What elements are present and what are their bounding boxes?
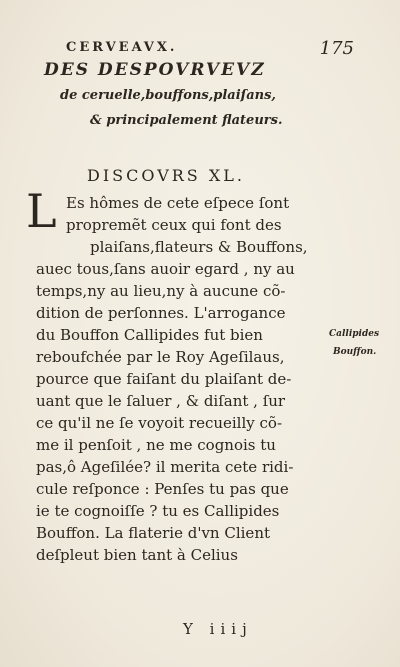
text-line: deſpleut bien tant à Celius bbox=[36, 546, 238, 564]
text-line: me il penſoit , ne me cognois tu bbox=[36, 436, 276, 454]
signature-mark: Y iiij bbox=[183, 620, 253, 638]
text-line: pas,ô Ageſilée? il merita cete ridi- bbox=[36, 458, 294, 476]
text-line: ie te cognoiſſe ? tu es Callipides bbox=[36, 502, 280, 520]
section-title: DES DESPOVRVEVZ bbox=[44, 60, 266, 80]
text-line: Es hômes de cete eſpece ſont bbox=[66, 194, 290, 212]
text-line: reboufchée par le Roy Ageſilaus, bbox=[36, 348, 285, 366]
text-line: pource que faiſant du plaiſant de- bbox=[36, 370, 292, 388]
section-subtitle-line-2: & principalement flateurs. bbox=[90, 113, 283, 128]
margin-note-callipides: Callipides bbox=[329, 329, 380, 339]
text-line: temps,ny au lieu,ny à aucune cõ- bbox=[36, 282, 286, 300]
text-line: ce qu'il ne ſe voyoit recueilly cõ- bbox=[36, 414, 283, 432]
text-line: auec tous,ſans auoir egard , ny au bbox=[36, 260, 295, 278]
running-head: CERVEAVX. bbox=[66, 40, 178, 55]
text-line: propremẽt ceux qui font des bbox=[66, 216, 282, 234]
text-line: Bouffon. La flaterie d'vn Client bbox=[36, 524, 271, 542]
text-line: plaiſans,flateurs & Bouffons, bbox=[90, 238, 308, 256]
section-subtitle-line-1: de ceruelle,bouffons,plaiſans, bbox=[60, 88, 276, 103]
text-line: dition de perſonnes. L'arrogance bbox=[36, 304, 286, 322]
margin-note-bouffon: Bouffon. bbox=[333, 347, 377, 357]
drop-cap: L bbox=[26, 184, 57, 238]
text-line: du Bouffon Callipides fut bien bbox=[36, 326, 263, 344]
text-line: uant que le ſaluer , & diſant , ſur bbox=[36, 392, 286, 410]
page-number: 175 bbox=[319, 38, 354, 59]
text-line: cule reſponce : Penſes tu pas que bbox=[36, 480, 289, 498]
discourse-heading: DISCOVRS XL. bbox=[87, 166, 245, 185]
body-text bbox=[36, 192, 388, 566]
